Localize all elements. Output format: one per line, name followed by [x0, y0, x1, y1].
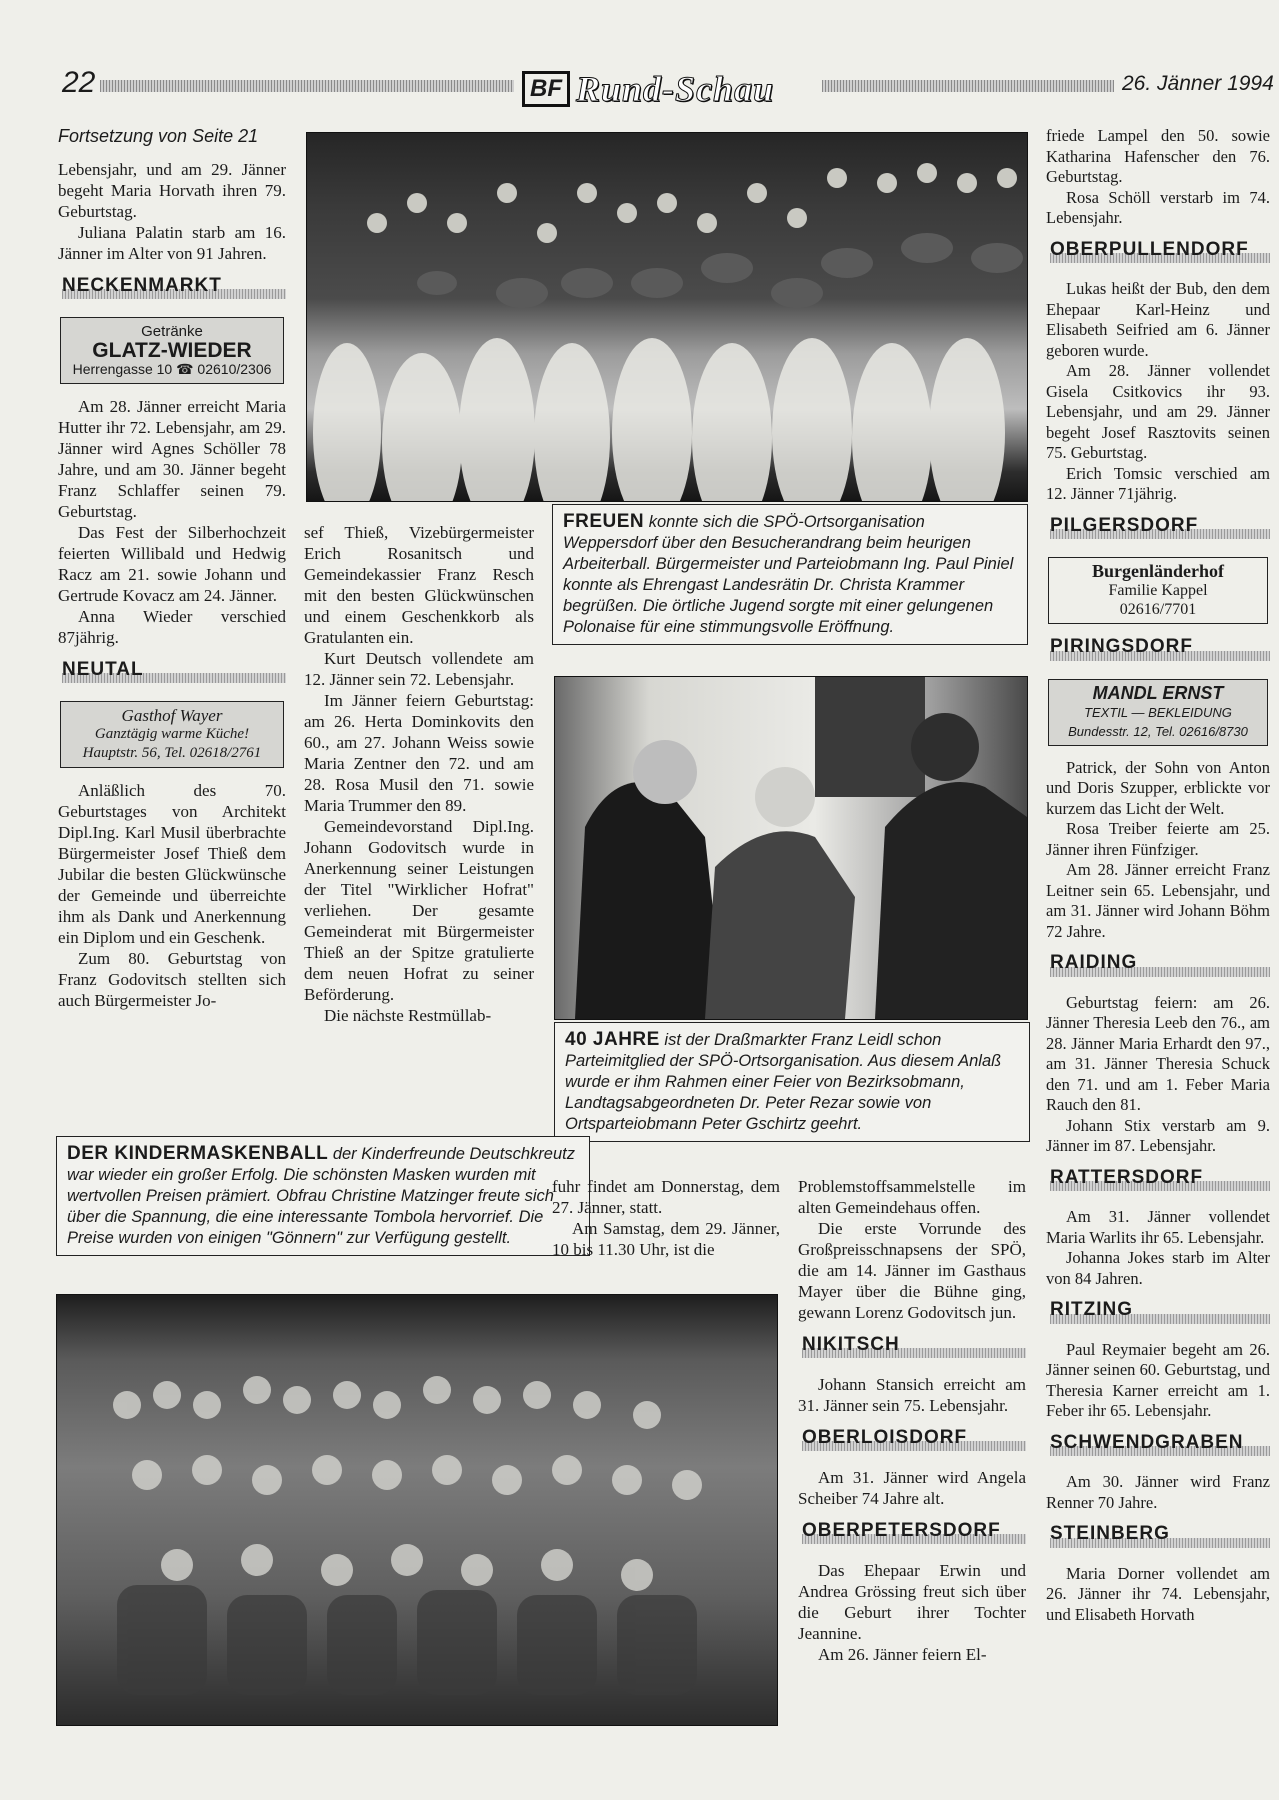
photo-kindermaskenball-illustration: [57, 1295, 777, 1725]
ad-line: MANDL ERNST: [1092, 682, 1224, 703]
ad-line: Ganztägig warme Küche!: [94, 726, 250, 742]
section-heading-steinberg: STEINBERG: [1046, 1523, 1270, 1556]
paragraph: Patrick, der Sohn von Anton und Doris Szupper, erblickte vor kurzem das Licht der Welt.: [1046, 757, 1270, 818]
paragraph: Am Samstag, dem 29. Jänner, 10 bis 11.30 Uhr, ist die: [552, 1219, 780, 1259]
photo-polonaise-illustration: [307, 133, 1027, 501]
paragraph: Problemstoffsammelstelle im alten Gemeindehaus offen.: [798, 1177, 1026, 1217]
caption-lead: FREUEN: [563, 511, 645, 532]
paragraph: Rosa Treiber feierte am 25. Jänner ihren Fünfziger.: [1046, 819, 1270, 859]
paragraph: Rosa Schöll verstarb im 74. Lebensjahr.: [1046, 187, 1270, 227]
ad-line: Hauptstr. 56, Tel. 02618/2761: [82, 745, 262, 761]
ad-line: Gasthof Wayer: [121, 706, 223, 725]
paragraph: Das Ehepaar Erwin und Andrea Grössing freut sich über die Geburt ihrer Tochter Jeannine.: [798, 1561, 1026, 1643]
ad-line: Burgenländerhof: [1091, 561, 1224, 581]
section-heading-oberpetersdorf: OBERPETERSDORF: [798, 1519, 1026, 1552]
paragraph: fuhr findet am Donnerstag, dem 27. Jänner, statt.: [552, 1177, 780, 1217]
section-heading-piringsdorf: PIRINGSDORF: [1046, 636, 1270, 669]
column-5: [1046, 126, 1270, 1625]
paragraph: Kurt Deutsch vollendete am 12. Jänner sein 72. Lebensjahr.: [304, 649, 534, 689]
section-heading-rattersdorf: RATTERSDORF: [1046, 1167, 1270, 1200]
ad-line: Bundesstr. 12, Tel. 02616/8730: [1068, 723, 1248, 739]
paragraph: Paul Reymaier begeht am 26. Jänner seinen 60. Geburtstag, und Theresia Karner erreicht am 1. Feber ihr 65. Lebensjahr.: [1046, 1339, 1270, 1420]
page-number: 22: [62, 66, 96, 99]
section-heading-nikitsch: NIKITSCH: [798, 1333, 1026, 1366]
caption-40-jahre: [554, 1022, 1030, 1142]
publication-title: Rund-Schau: [576, 69, 775, 109]
continuation-note: Fortsetzung von Seite 21: [58, 126, 259, 146]
paragraph: Im Jänner feiern Geburtstag: am 26. Herta Dominkovits den 60., am 27. Johann Weiss sowie Maria Zentner den 72. und am 28. Rosa Musil den 71. sowie Maria Trummer den 89.: [304, 691, 534, 815]
advertisement-mandl-ernst: [1048, 679, 1268, 746]
caption-freuen: [552, 504, 1028, 645]
ad-line: GLATZ-WIEDER: [92, 339, 252, 362]
header-rule-right: [822, 80, 1114, 92]
ad-line: Getränke: [141, 323, 203, 340]
paragraph: Am 28. Jänner vollendet Gisela Csitkovics ihr 93. Lebensjahr, und am 29. Jänner begeht Josef Rasztovits seinen 75. Geburtstag.: [1046, 361, 1270, 462]
caption-text: ist der Draßmarkter Franz Leidl schon Parteimitglied der SPÖ-Ortsorganisation. Aus diesem Anlaß wurde er ihm Rahmen einer Feier von Bezirksobmann, Landtagsabgeordneten Dr. Peter Rezar sowie von Ortsparteiobmann Peter Gschirtz geehrt.: [565, 1031, 1002, 1133]
paragraph: Lebensjahr, und am 29. Jänner begeht Maria Horvath ihren 79. Geburtstag.: [58, 160, 286, 221]
photo-polonaise: [306, 132, 1028, 502]
paragraph: Am 26. Jänner feiern El-: [818, 1645, 987, 1664]
paragraph: Maria Dorner vollendet am 26. Jänner ihr 74. Lebensjahr, und Elisabeth Horvath: [1046, 1563, 1270, 1624]
paragraph: Am 31. Jänner wird Angela Scheiber 74 Jahre alt.: [798, 1468, 1026, 1508]
paragraph: Am 28. Jänner erreicht Maria Hutter ihr 72. Lebensjahr, am 29. Jänner wird Agnes Schöller 78 Jahre, und am 30. Jänner begeht Franz Schlaffer seinen 79. Geburtstag.: [58, 397, 286, 521]
section-heading-ritzing: RITZING: [1046, 1299, 1270, 1332]
paragraph: Anna Wieder verschied 87jährig.: [58, 607, 286, 647]
advertisement-burgenlaenderhof: [1048, 557, 1268, 624]
caption-lead: 40 JAHRE: [565, 1029, 660, 1050]
section-heading-neutal: NEUTAL: [58, 658, 286, 691]
masthead-logo: [522, 68, 774, 110]
section-heading-schwendgraben: SCHWENDGRABEN: [1046, 1432, 1270, 1465]
paragraph: Johann Stix verstarb am 9. Jänner im 87. Lebensjahr.: [1046, 1115, 1270, 1155]
ad-line: Herrengasse 10 ☎ 02610/2306: [72, 361, 272, 377]
paragraph: Johann Stansich erreicht am 31. Jänner sein 75. Lebensjahr.: [798, 1375, 1026, 1415]
caption-kindermaskenball: [56, 1136, 590, 1256]
photo-kindermaskenball: [56, 1294, 778, 1726]
column-2: [304, 522, 534, 1026]
advertisement-gasthof: [60, 701, 284, 768]
caption-text: der Kinderfreunde Deutschkreutz war wieder ein großer Erfolg. Die schönsten Masken wurden mit wertvollen Preisen prämiert. Obfrau Christine Matzinger freute sich über die Spannung, die eine interessante Tombola hervorrief. Die Preise wurden von einigen "Gönnern" zur Verfügung gestellt.: [67, 1145, 575, 1247]
section-heading-raiding: RAIDING: [1046, 952, 1270, 985]
paragraph: Juliana Palatin starb am 16. Jänner im Alter von 91 Jahren.: [58, 223, 286, 263]
paragraph: Zum 80. Geburtstag von Franz Godovitsch stellten sich auch Bürgermeister Jo-: [58, 949, 286, 1010]
column-4: [798, 1176, 1026, 1665]
paragraph: Anläßlich des 70. Geburtstages von Architekt Dipl.Ing. Karl Musil überbrachte Bürgermeister Josef Thieß dem Jubilar die besten Glückwünsche der Gemeinde und überreichte ihm als Dank und Anerkennung ein Diplom und ein Geschenk.: [58, 781, 286, 947]
logo-mark: BF: [522, 71, 570, 107]
paragraph: Am 28. Jänner erreicht Franz Leitner sein 65. Lebensjahr, und am 31. Jänner wird Johann Böhm 72 Jahre.: [1046, 860, 1270, 941]
paragraph: Gemeindevorstand Dipl.Ing. Johann Godovitsch wurde in Anerkennung seiner Leistungen der Titel "Wirklicher Hofrat" verliehen. Der gesamte Gemeinderat mit Bürgermeister Thieß an der Spitze gratulierte dem neuen Hofrat zu seiner Beförderung.: [304, 817, 534, 1004]
paragraph: sef Thieß, Vizebürgermeister Erich Rosanitsch und Gemeindekassier Franz Resch mit den besten Glückwünschen und einem Geschenkkorb als Gratulanten ein.: [304, 523, 534, 647]
paragraph: Erich Tomsic verschied am 12. Jänner 71jährig.: [1046, 463, 1270, 503]
paragraph: friede Lampel den 50. sowie Katharina Hafenscher den 76. Geburtstag.: [1046, 126, 1270, 186]
ad-line: Familie Kappel: [1108, 582, 1208, 599]
paragraph: Geburtstag feiern: am 26. Jänner Theresia Leeb den 76., am 28. Jänner Maria Erhardt den 97., am 31. Jänner Theresia Schuck den 71. und am 1. Feber Maria Rauch den 81.: [1046, 992, 1270, 1114]
photo-ceremony-illustration: [555, 677, 1027, 1019]
paragraph: Lukas heißt der Bub, den dem Ehepaar Karl-Heinz und Elisabeth Seifried am 6. Jänner geboren wurde.: [1046, 279, 1270, 360]
paragraph: Am 31. Jänner vollendet Maria Warlits ihr 65. Lebensjahr.: [1046, 1207, 1270, 1247]
paragraph: Am 30. Jänner wird Franz Renner 70 Jahre.: [1046, 1472, 1270, 1512]
section-heading-pilgersdorf: PILGERSDORF: [1046, 515, 1270, 548]
caption-lead: DER KINDERMASKENBALL: [67, 1143, 329, 1164]
paragraph: Das Fest der Silberhochzeit feierten Willibald und Hedwig Racz am 21. sowie Johann und Gertrude Kovacz am 24. Jänner.: [58, 523, 286, 605]
photo-ceremony: [554, 676, 1028, 1020]
column-1: [58, 126, 286, 1011]
section-heading-oberloisdorf: OBERLOISDORF: [798, 1426, 1026, 1459]
paragraph: Die erste Vorrunde des Großpreisschnapsens der SPÖ, die am 14. Jänner im Gasthaus Mayer über die Bühne ging, gewann Lorenz Godovitsch jun.: [798, 1219, 1026, 1322]
ad-line: 02616/7701: [1119, 601, 1197, 618]
section-heading-oberpullendorf: OBERPULLENDORF: [1046, 239, 1270, 272]
paragraph: Die nächste Restmüllab-: [324, 1006, 492, 1025]
header-rule-left: [100, 80, 514, 92]
ad-line: TEXTIL — BEKLEIDUNG: [1084, 704, 1232, 720]
caption-text: konnte sich die SPÖ-Ortsorganisation Weppersdorf über den Besucherandrang beim heurigen Arbeiterball. Bürgermeister und Parteiobmann Ing. Paul Piniel konnte als Ehrengast Landesrätin Dr. Christa Krammer begrüßen. Die örtliche Jugend sorgte mit einer gelungenen Polonaise für eine stimmungsvolle Eröffnung.: [563, 513, 1014, 636]
advertisement-glatz-wieder: [60, 317, 284, 384]
issue-date: 26. Jänner 1994: [1122, 72, 1274, 95]
section-heading-neckenmarkt: NECKENMARKT: [58, 274, 286, 307]
column-3: [552, 1176, 780, 1260]
paragraph: Johanna Jokes starb im Alter von 84 Jahren.: [1046, 1248, 1270, 1288]
